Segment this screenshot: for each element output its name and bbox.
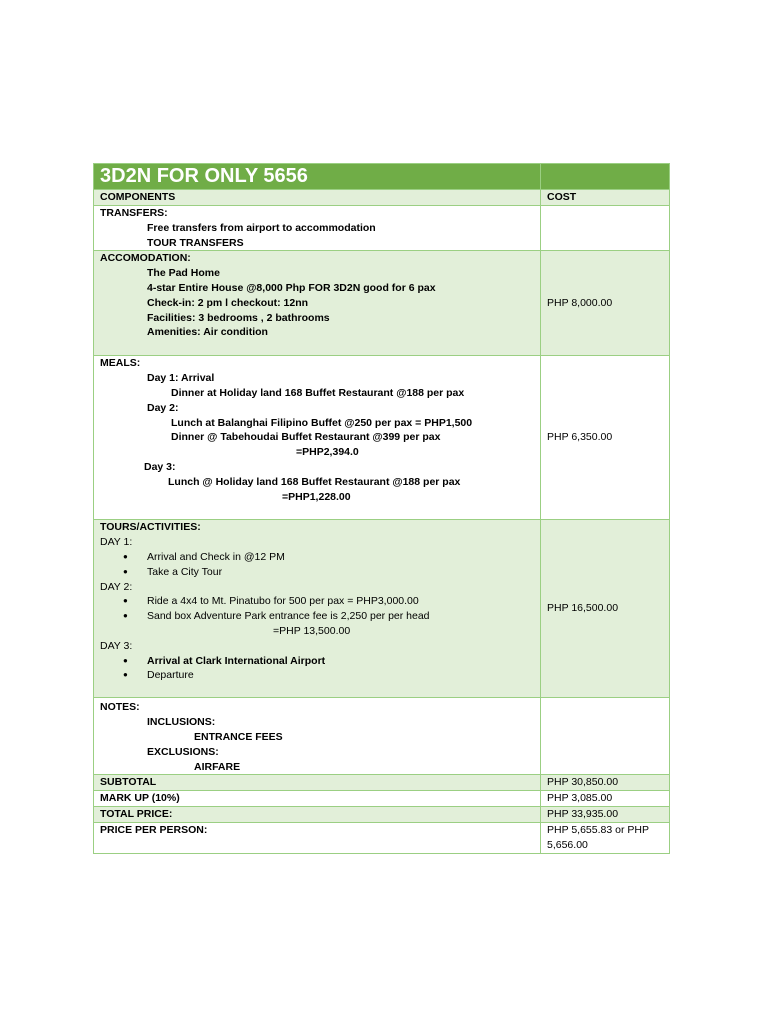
tours-cost: PHP 16,500.00	[541, 520, 670, 698]
tours-day-2-item: ● Ride a 4x4 to Mt. Pinatubo for 500 per pax = PHP3,000.00	[100, 594, 534, 609]
total-price-label: TOTAL PRICE:	[94, 806, 541, 822]
notes-cell	[94, 698, 541, 775]
tours-cell	[94, 520, 541, 698]
package-title: 3D2N FOR ONLY 5656	[94, 164, 541, 190]
meals-day-2-dinner: Dinner @ Tabehoudai Buffet Restaurant @399 per pax	[171, 431, 441, 444]
title-blank-cell	[541, 164, 670, 190]
price-per-person-value: PHP 5,655.83 or PHP 5,656.00	[541, 822, 670, 853]
meals-cost: PHP 6,350.00	[541, 356, 670, 520]
cost-header: COST	[541, 190, 670, 206]
title-row	[94, 164, 670, 190]
tours-day-1-item: ● Take a City Tour	[100, 565, 534, 580]
accommodation-line: Facilities: 3 bedrooms , 2 bathrooms	[147, 311, 330, 324]
total-price-value: PHP 33,935.00	[541, 806, 670, 822]
inclusions-label: INCLUSIONS:	[147, 716, 216, 729]
meals-day-1: Day 1: Arrival	[147, 372, 215, 385]
meals-day-3: Day 3:	[144, 460, 176, 473]
subtotal-label: SUBTOTAL	[94, 775, 541, 791]
meals-cell	[94, 356, 541, 520]
meals-label: MEALS:	[100, 357, 141, 370]
markup-label: MARK UP (10%)	[94, 791, 541, 807]
meals-day-2-dinner-total: =PHP2,394.0	[296, 446, 359, 459]
price-per-person-label: PRICE PER PERSON:	[94, 822, 541, 853]
meals-day-3-lunch-total: =PHP1,228.00	[282, 490, 351, 503]
meals-day-2-lunch: Lunch at Balanghai Filipino Buffet @250 per pax = PHP1,500	[171, 416, 473, 429]
tours-day-2-total: =PHP 13,500.00	[273, 624, 351, 637]
transfers-row	[94, 206, 670, 251]
tours-label: TOURS/ACTIVITIES:	[100, 521, 201, 534]
tours-day-1-item: ● Arrival and Check in @12 PM	[100, 550, 534, 565]
meals-day-3-lunch: Lunch @ Holiday land 168 Buffet Restaurant @188 per pax	[168, 475, 461, 488]
subtotal-value: PHP 30,850.00	[541, 775, 670, 791]
exclusions-label: EXCLUSIONS:	[147, 745, 219, 758]
accommodation-line: The Pad Home	[147, 267, 220, 280]
column-header-row	[94, 190, 670, 206]
total-price-row	[94, 806, 670, 822]
accommodation-cost: PHP 8,000.00	[541, 251, 670, 356]
notes-cost	[541, 698, 670, 775]
tours-day-3-item: ● Departure	[100, 668, 534, 683]
meals-day-2: Day 2:	[147, 401, 179, 414]
price-per-person-row	[94, 822, 670, 853]
transfers-label: TRANSFERS:	[100, 207, 168, 219]
tours-row	[94, 520, 670, 698]
inclusions-item: ENTRANCE FEES	[194, 730, 283, 743]
tours-day-3: DAY 3:	[100, 639, 133, 652]
transfers-line: Free transfers from airport to accommodation	[147, 221, 376, 234]
accommodation-row	[94, 251, 670, 356]
exclusions-item: AIRFARE	[194, 760, 241, 773]
components-header: COMPONENTS	[94, 190, 541, 206]
itinerary-cost-table	[93, 163, 670, 854]
notes-label: NOTES:	[100, 701, 140, 714]
accommodation-line: 4-star Entire House @8,000 Php FOR 3D2N good for 6 pax	[147, 281, 436, 294]
markup-row	[94, 791, 670, 807]
accommodation-cell	[94, 251, 541, 356]
accommodation-line: Check-in: 2 pm l checkout: 12nn	[147, 296, 309, 309]
meals-day-1-dinner: Dinner at Holiday land 168 Buffet Restaurant @188 per pax	[171, 386, 465, 399]
tours-day-2: DAY 2:	[100, 580, 133, 593]
tours-day-1: DAY 1:	[100, 536, 133, 549]
accommodation-label: ACCOMODATION:	[100, 252, 191, 265]
tours-day-3-item: ● Arrival at Clark International Airport	[100, 654, 534, 669]
notes-row	[94, 698, 670, 775]
transfers-line: TOUR TRANSFERS	[147, 236, 244, 249]
subtotal-row	[94, 775, 670, 791]
markup-value: PHP 3,085.00	[541, 791, 670, 807]
meals-row	[94, 356, 670, 520]
transfers-cost	[541, 206, 670, 251]
accommodation-line: Amenities: Air condition	[147, 326, 268, 339]
transfers-cell	[94, 206, 541, 251]
tours-day-2-item: ● Sand box Adventure Park entrance fee is 2,250 per per head	[100, 609, 534, 624]
